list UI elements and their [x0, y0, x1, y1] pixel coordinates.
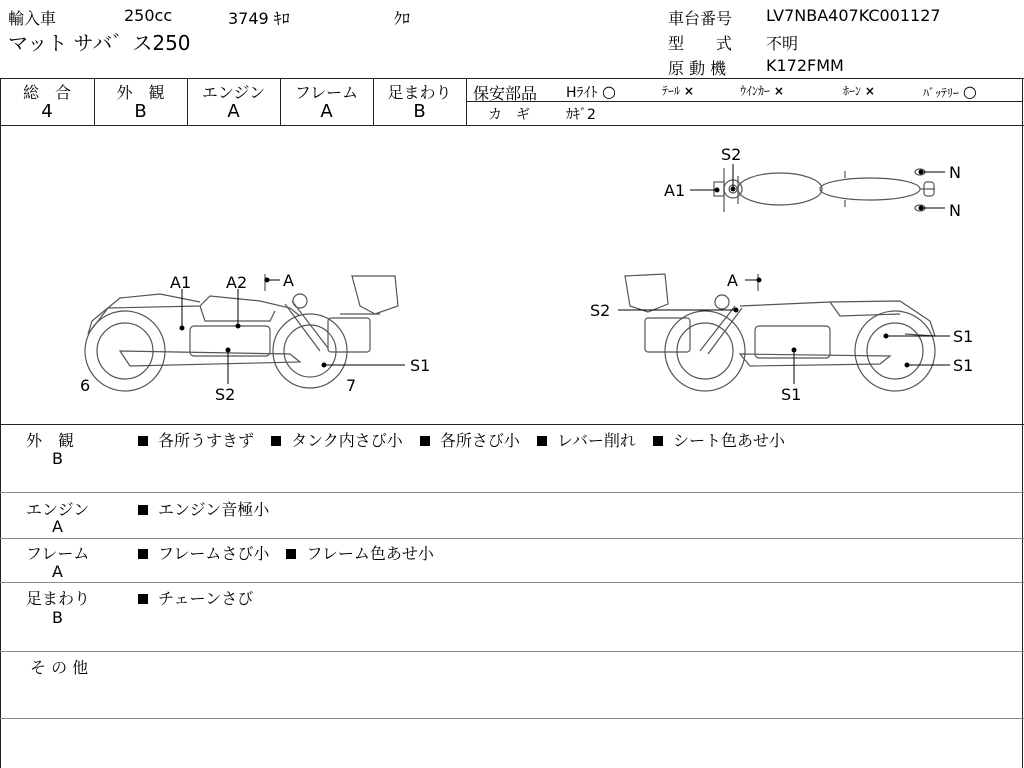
safety-divider: [466, 101, 1022, 102]
note-item: フレームさび小: [158, 544, 270, 563]
key-label: カ ギ: [488, 107, 530, 123]
notes-grade-engine: A: [52, 517, 63, 536]
notes-section-engine: エンジン: [26, 500, 90, 519]
notes-divider: [0, 718, 1024, 719]
grade-value-frame: A: [320, 101, 333, 122]
grade-value-engine: A: [227, 101, 240, 122]
safety-item-tail: [662, 82, 694, 99]
safety-item-horn: [843, 82, 875, 99]
engine-label: 原 動 機: [668, 59, 727, 78]
callout-label: A1: [664, 181, 686, 200]
notes-items-engine: [138, 497, 269, 520]
note-item: シート色あせ小: [672, 431, 785, 450]
notes-grade-frame: A: [52, 562, 63, 581]
callout-label: S1: [410, 356, 431, 375]
callout-label: S1: [953, 327, 974, 346]
key-value: ｶｷﾞ2: [566, 107, 596, 123]
mileage: 3749 ｷﾛ: [228, 9, 290, 28]
safety-mark: ×: [683, 84, 694, 98]
callout-label: S1: [953, 356, 974, 375]
safety-item-headlight: [566, 82, 616, 102]
diagram-bottom-border: [0, 424, 1024, 425]
note-item: 各所うすきず: [158, 431, 255, 450]
grade-top-border: [0, 78, 1024, 79]
safety-item-name: Hﾗｲﾄ: [566, 85, 598, 101]
safety-item-winker: [740, 82, 784, 99]
note-item: 各所さび小: [439, 431, 520, 450]
color: ｸﾛ: [394, 9, 411, 28]
notes-items-suspension: [138, 586, 253, 609]
bullet-icon: [138, 594, 148, 604]
bullet-icon: [138, 549, 148, 559]
bullet-icon: [138, 436, 148, 446]
grade-label-total: 総 合: [22, 83, 71, 102]
callout-label: N: [949, 201, 961, 220]
note-item: タンク内さび小: [291, 431, 403, 450]
safety-label: 保安部品: [473, 84, 538, 103]
notes-section-suspension: 足まわり: [26, 589, 91, 608]
notes-divider: [0, 492, 1024, 493]
bullet-icon: [138, 505, 148, 515]
grade-label-frame: フレーム: [294, 83, 359, 102]
grade-label-engine: エンジン: [201, 83, 266, 102]
callout-label: A1: [170, 273, 192, 292]
safety-mark: ○: [962, 82, 977, 101]
grade-value-total: 4: [41, 101, 53, 122]
safety-item-name: ﾃｰﾙ: [662, 84, 681, 98]
notes-grade-suspension: B: [52, 608, 63, 627]
callout-label: S2: [590, 301, 611, 320]
notes-divider: [0, 582, 1024, 583]
note-item: チェーンさび: [158, 589, 254, 608]
model-code: 不明: [766, 34, 799, 53]
note-item: エンジン音極小: [158, 500, 270, 519]
grade-value-suspension: B: [413, 101, 426, 122]
callout-label: 7: [346, 376, 357, 395]
model-name: マット サバ゛ス250: [8, 31, 191, 55]
notes-items-frame: [138, 541, 434, 564]
right-side-motorcycle: [625, 274, 935, 391]
callout-label: A2: [226, 273, 248, 292]
callout-label: S2: [721, 145, 742, 164]
safety-mark: ×: [773, 84, 784, 98]
notes-items-exterior: [138, 428, 785, 451]
bullet-icon: [271, 436, 281, 446]
grade-label-suspension: 足まわり: [387, 83, 452, 102]
bullet-icon: [653, 436, 663, 446]
engine-no: K172FMM: [766, 56, 844, 75]
callout-label: A: [727, 271, 738, 290]
callout-label: A: [283, 271, 294, 290]
grade-label-exterior: 外 観: [116, 83, 165, 102]
top-view-motorcycle: [714, 168, 935, 212]
notes-divider: [0, 651, 1024, 652]
safety-item-name: ﾎｰﾝ: [843, 84, 862, 98]
notes-grade-exterior: B: [52, 449, 63, 468]
callout-label: N: [949, 163, 961, 182]
notes-divider: [0, 538, 1024, 539]
safety-item-name: ｳｲﾝｶｰ: [740, 84, 771, 98]
model-code-label: 型 式: [668, 34, 733, 53]
callout-label: 6: [80, 376, 91, 395]
notes-section-exterior: 外 観: [26, 431, 75, 450]
displacement: 250cc: [124, 6, 173, 25]
frame-no-label: 車台番号: [668, 9, 733, 28]
notes-section-other: そ の 他: [30, 658, 89, 677]
grade-value-exterior: B: [134, 101, 147, 122]
note-item: フレーム色あせ小: [306, 544, 434, 563]
frame-no: LV7NBA407KC001127: [766, 6, 941, 25]
note-item: レバー削れ: [557, 431, 636, 450]
bullet-icon: [537, 436, 547, 446]
callout-label: S1: [781, 385, 802, 404]
safety-mark: ×: [864, 84, 875, 98]
safety-item-name: ﾊﾞｯﾃﾘｰ: [923, 86, 960, 100]
motorcycle-diagrams: [0, 126, 1024, 424]
safety-item-battery: [923, 82, 977, 101]
safety-mark: ○: [601, 82, 616, 101]
callout-label: S2: [215, 385, 236, 404]
bullet-icon: [286, 549, 296, 559]
bullet-icon: [420, 436, 430, 446]
vehicle-type: 輸入車: [8, 9, 57, 28]
notes-section-frame: フレーム: [26, 544, 90, 563]
